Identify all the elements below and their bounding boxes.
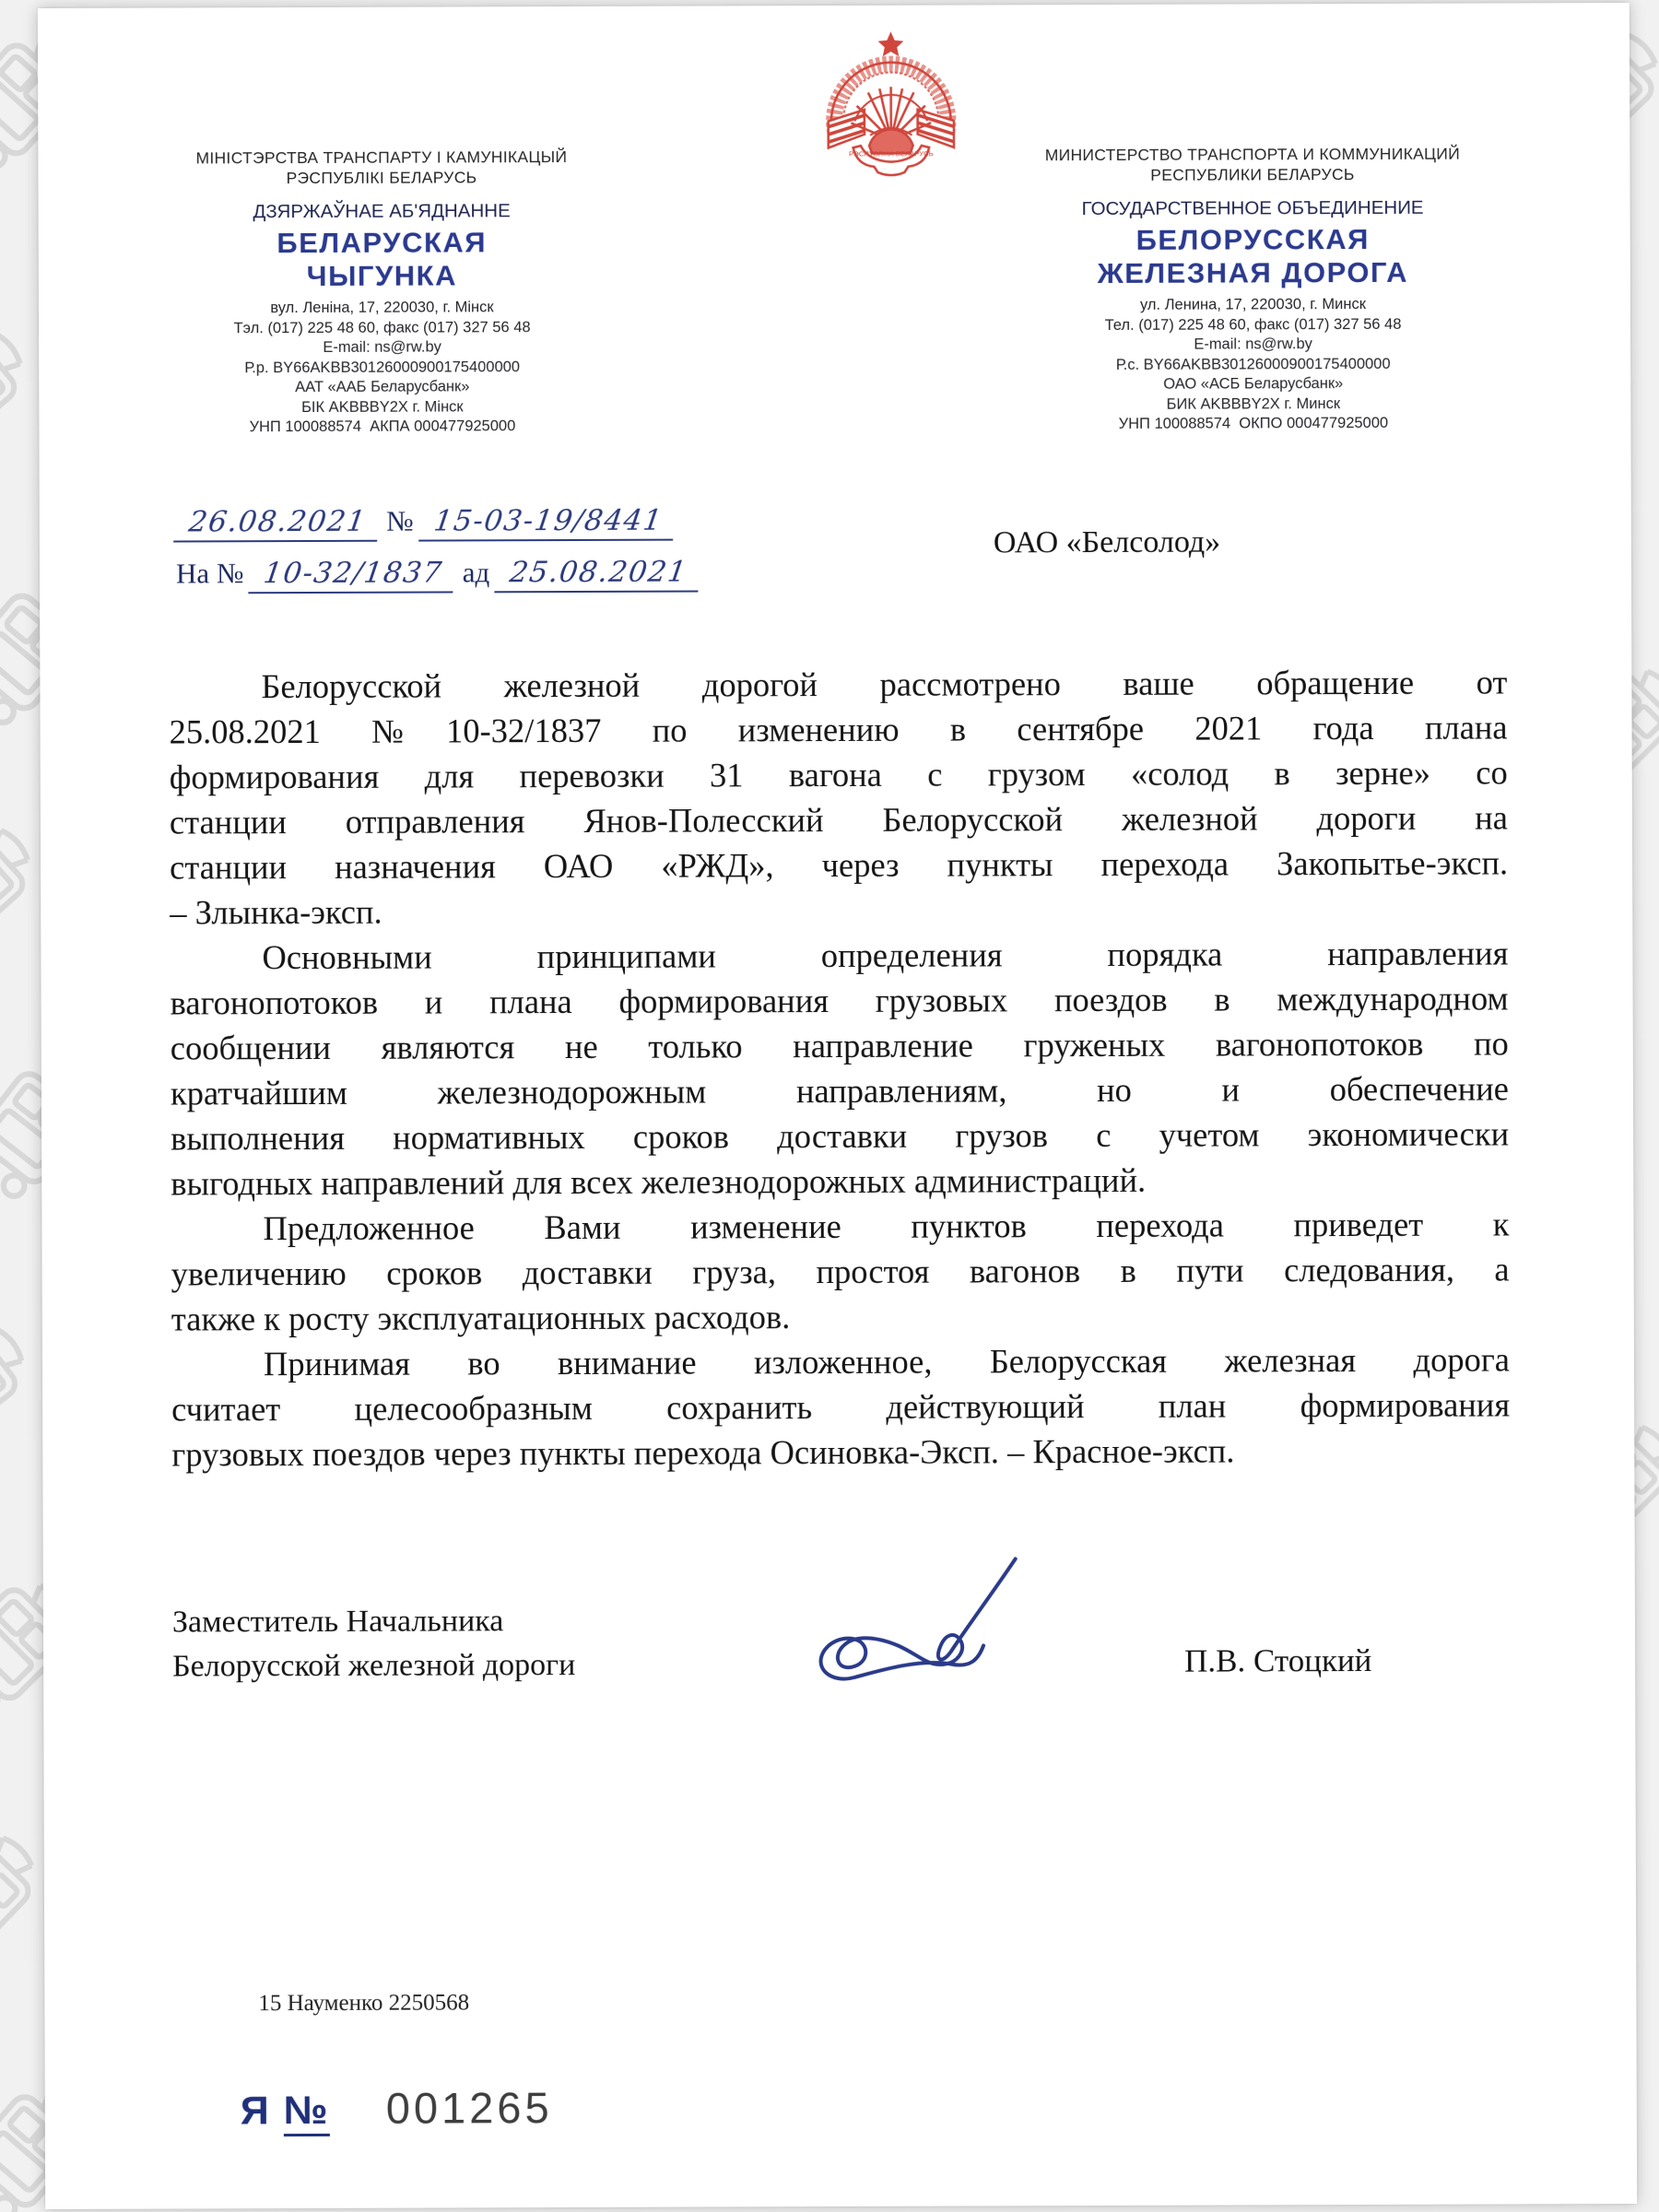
bik-line: БІК AKBBBY2X г. Мінск (301, 397, 464, 416)
body-line: вагонопотоков и плана формирования грузовых поездов в международном (170, 979, 1509, 1022)
body-line: выполнения нормативных сроков доставки грузов с учетом экономически (171, 1114, 1510, 1158)
phone-line: Тел. (017) 225 48 60, факс (017) 327 56 48 (1104, 315, 1402, 334)
body-line: – Злынка-эксп. (170, 892, 382, 932)
reply-connector: ад (462, 556, 490, 589)
header-left-block (176, 147, 587, 438)
signatory-position-line2: Белорусской железной дороги (172, 1647, 576, 1684)
body-line: Предложенное Вами изменение пунктов перехода приведет к (263, 1205, 1510, 1248)
body-line: также к росту эксплуатационных расходов. (171, 1298, 791, 1338)
number-sign: № (385, 504, 414, 537)
org-details-ru (988, 294, 1519, 435)
body-line: Основными принципами определения порядка направления (262, 934, 1509, 977)
org-name-ru-line2: ЖЕЛЕЗНАЯ ДОРОГА (1097, 255, 1409, 290)
body-line: станции назначения ОАО «РЖД», через пункты перехода Закопытье-эксп. (170, 843, 1509, 887)
form-number-sign: № (284, 2088, 330, 2136)
ministry-country-ru: РЕСПУБЛИКИ БЕЛАРУСЬ (1150, 165, 1355, 184)
address-line: вул. Леніна, 17, 220030, г. Мінск (270, 299, 494, 317)
body-line: Белорусской железной дорогой рассмотрено ваше обращение от (261, 663, 1508, 706)
unp-line: УНП 100088574 ОКПО 000477925000 (1118, 414, 1389, 432)
bank-line: ААТ «ААБ Беларусбанк» (295, 378, 470, 396)
reply-number-handwritten: 10-32/1837 (248, 556, 457, 594)
email-line: E-mail: ns@rw.by (323, 338, 441, 356)
org-name-by-line2: ЧЫГУНКА (306, 259, 458, 293)
header-right-block (987, 143, 1518, 435)
email-line: E-mail: ns@rw.by (1194, 335, 1312, 353)
unp-line: УНП 100088574 АКПА 000477925000 (249, 418, 516, 436)
form-stamp (241, 2088, 330, 2134)
body-line: станции отправления Янов-Полесский Белорусской железной дороги на (169, 798, 1508, 841)
outgoing-reference-line (176, 504, 676, 543)
account-line: Р.р. BY66AKBB30126000900175400000 (244, 358, 521, 376)
ministry-name-by: МІНІСТЭРСТВА ТРАНСПАРТУ І КАМУНІКАЦЫЙ (195, 147, 568, 168)
body-text (169, 659, 1510, 1477)
body-line: увеличению сроков доставки груза, простоя вагонов в пути следования, а (171, 1250, 1510, 1293)
reply-date-handwritten: 25.08.2021 (494, 556, 702, 594)
signatory-name: П.В. Стоцкий (1184, 1641, 1372, 1679)
addressee: ОАО «Белсолод» (993, 524, 1221, 560)
account-line: Р.с. BY66AKBB30126000900175400000 (1115, 355, 1391, 373)
body-line: формирования для перевозки 31 вагона с грузом «солод в зерне» со (169, 753, 1508, 796)
bank-line: ОАО «АСБ Беларусбанк» (1163, 375, 1344, 393)
org-name-by-line1: БЕЛАРУСКАЯ (276, 226, 488, 260)
body-line: Принимая во внимание изложенное, Белорусская железная дорога (263, 1340, 1511, 1383)
emblem-ribbon-text: РЭСПУБЛІКА БЕЛАРУСЬ (849, 149, 934, 159)
body-line: сообщении являются не только направление груженых вагонопотоков по (170, 1024, 1509, 1067)
body-line: 25.08.2021 №10-32/1837 по изменению в сентябре 2021 года плана (169, 708, 1508, 751)
body-line: грузовых поездов через пункты перехода Осиновка-Эксп. – Красное-эксп. (171, 1431, 1235, 1474)
outgoing-number-handwritten: 15-03-19/8441 (418, 504, 678, 542)
body-line: считает целесообразным сохранить действующий план формирования (171, 1385, 1511, 1429)
form-series: Я (240, 2088, 271, 2134)
signatory-position (172, 1599, 576, 1689)
ministry-name-ru: МИНИСТЕРСТВО ТРАНСПОРТА И КОММУНИКАЦИЙ (1044, 144, 1461, 165)
org-name-ru-line1: БЕЛОРУССКАЯ (1135, 222, 1370, 256)
outgoing-date-handwritten: 26.08.2021 (173, 505, 382, 543)
reply-reference-line (176, 556, 700, 594)
coat-of-arms-icon (815, 28, 968, 187)
reply-prefix: На № (175, 557, 244, 590)
executor-note: 15 Науменко 2250568 (258, 1990, 470, 2017)
phone-line: Тэл. (017) 225 48 60, факс (017) 327 56 48 (233, 318, 531, 336)
body-line: кратчайшим железнодорожным направлениям, но и обеспечение (170, 1069, 1510, 1112)
bik-line: БИК AKBBBY2X г. Минск (1166, 394, 1341, 413)
address-line: ул. Ленина, 17, 220030, г. Минск (1139, 295, 1366, 313)
org-type-ru: ГОСУДАРСТВЕННОЕ ОБЪЕДИНЕНИЕ (1081, 196, 1424, 220)
ministry-country-by: РЭСПУБЛІКІ БЕЛАРУСЬ (286, 168, 477, 188)
letter-page (38, 3, 1637, 2209)
form-number: 001265 (385, 2083, 553, 2133)
org-type-by: ДЗЯРЖАЎНАЕ АБ'ЯДНАННЕ (253, 200, 511, 223)
org-details-by (177, 298, 588, 438)
body-line: выгодных направлений для всех железнодорожных администраций. (171, 1160, 1147, 1203)
signature-scribble-icon (781, 1542, 1113, 1709)
signatory-position-line1: Заместитель Начальника (171, 1604, 504, 1640)
